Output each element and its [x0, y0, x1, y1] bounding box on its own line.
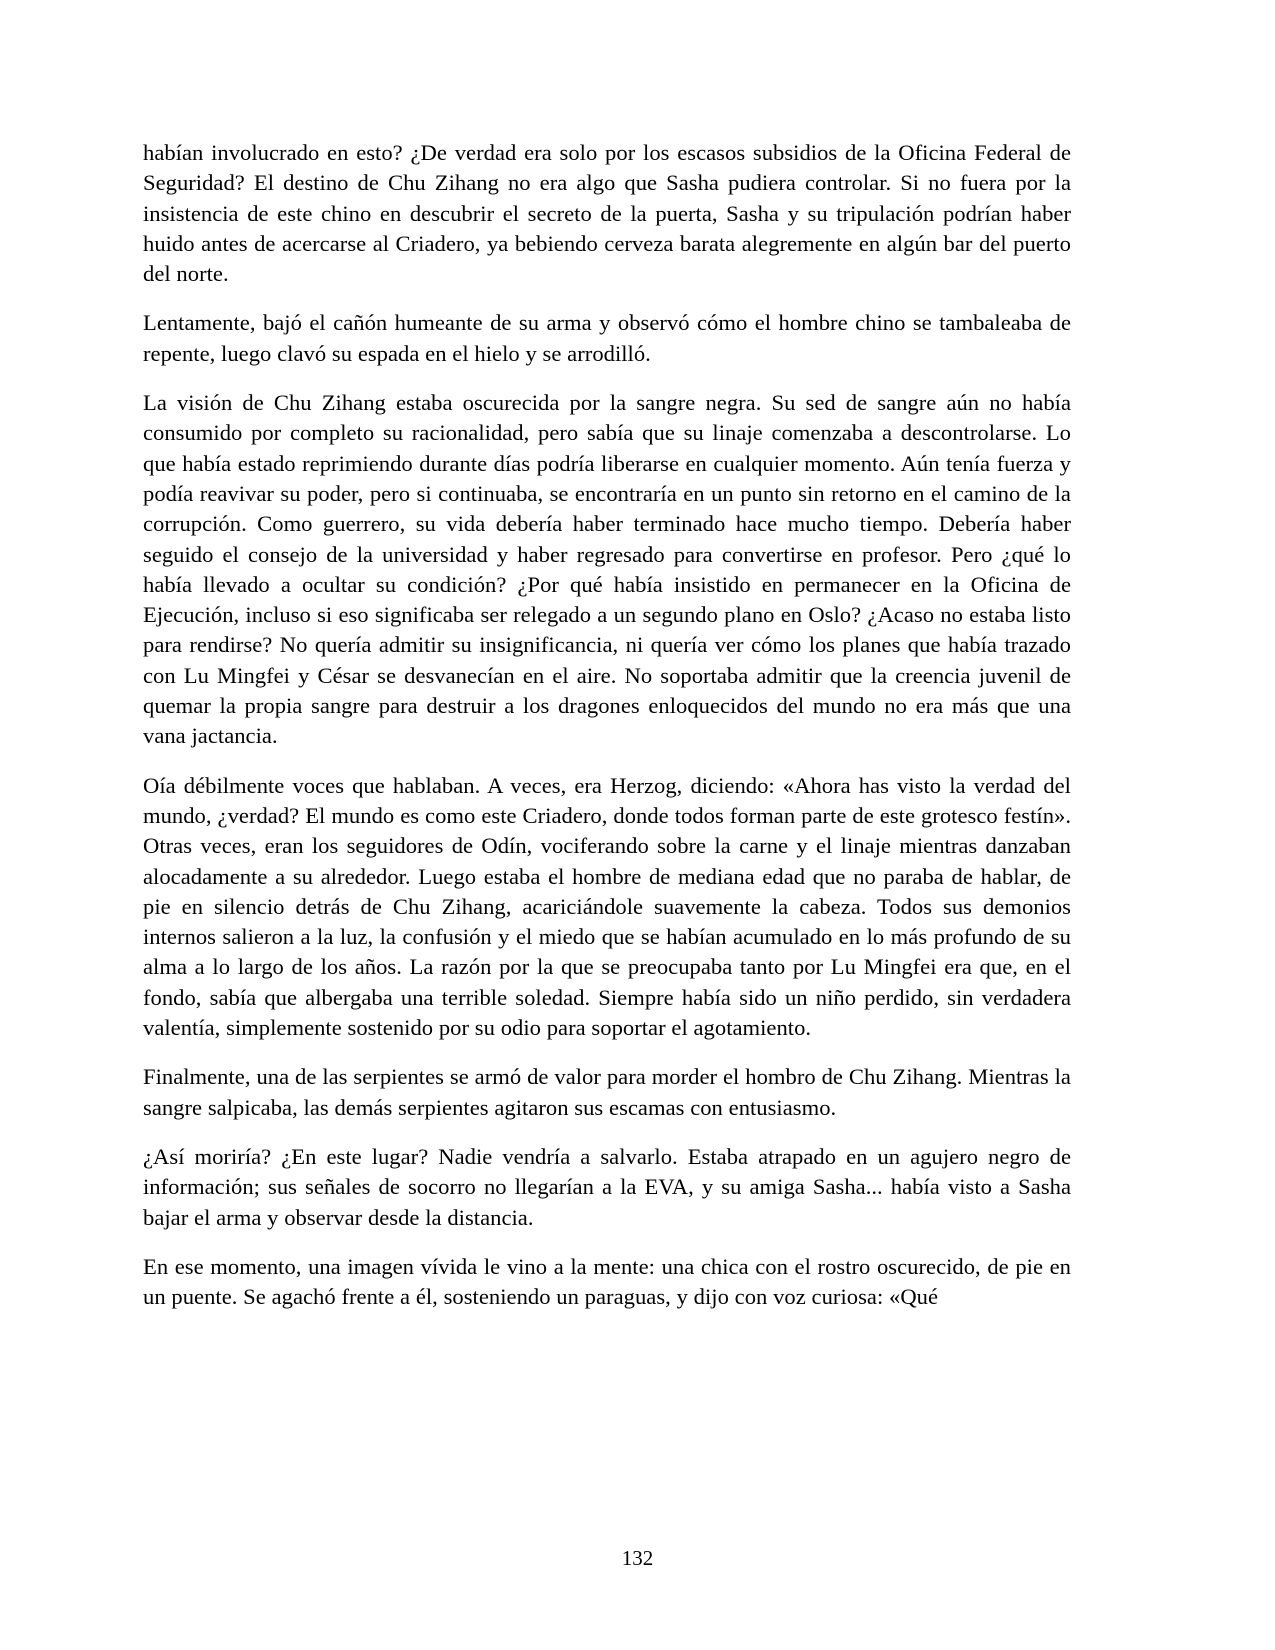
- paragraph-6: ¿Así moriría? ¿En este lugar? Nadie vendría a salvarlo. Estaba atrapado en un agujero negro de información; sus señales de socorro no llegarían a la EVA, y su amiga Sasha... había visto a Sasha bajar el arma y observar desde la distancia.: [143, 1143, 1071, 1230]
- paragraph-4: Oía débilmente voces que hablaban. A veces, era Herzog, diciendo: «Ahora has visto la verdad del mundo, ¿verdad? El mundo es como este Criadero, donde todos forman parte de este grotesco festín». Otras veces, eran los seguidores de Odín, vociferando sobre la carne y el linaje mientras danzaban alocadamente a su alrededor. Luego estaba el hombre de mediana edad que no paraba de hablar, de pie en silencio detrás de Chu Zihang, acariciándole suavemente la cabeza. Todos sus demonios internos salieron a la luz, la confusión y el miedo que se habían acumulado en lo más profundo de su alma a lo largo de los años. La razón por la que se preocupaba tanto por Lu Mingfei era que, en el fondo, sabía que albergaba una terrible soledad. Siempre había sido un niño perdido, sin verdadera valentía, simplemente sostenido por su odio para soportar el agotamiento.: [143, 772, 1071, 1041]
- paragraph-7: En ese momento, una imagen vívida le vino a la mente: una chica con el rostro oscurecido, de pie en un puente. Se agachó frente a él, sosteniendo un paraguas, y dijo con voz curiosa: «Qué: [143, 1253, 1071, 1310]
- paragraph-3: La visión de Chu Zihang estaba oscurecida por la sangre negra. Su sed de sangre aún no había consumido por completo su racionalidad, pero sabía que su linaje comenzaba a descontrolarse. Lo que había estado reprimiendo durante días podría liberarse en cualquier momento. Aún tenía fuerza y podía reavivar su poder, pero si continuaba, se encontraría en un punto sin retorno en el camino de la corrupción. Como guerrero, su vida debería haber terminado hace mucho tiempo. Debería haber seguido el consejo de la universidad y haber regresado para convertirse en profesor. Pero ¿qué lo había llevado a ocultar su condición? ¿Por qué había insistido en permanecer en la Oficina de Ejecución, incluso si eso significaba ser relegado a un segundo plano en Oslo? ¿Acaso no estaba listo para rendirse? No quería admitir su insignificancia, ni quería ver cómo los planes que había trazado con Lu Mingfei y César se desvanecían en el aire. No soportaba admitir que la creencia juvenil de quemar la propia sangre para destruir a los dragones enloquecidos del mundo no era más que una vana jactancia.: [143, 390, 1071, 749]
- paragraph-2: Lentamente, bajó el cañón humeante de su arma y observó cómo el hombre chino se tambaleaba de repente, luego clavó su espada en el hielo y se arrodilló.: [143, 310, 1071, 366]
- page-body-text: [143, 138, 1071, 1312]
- page-number: 132: [621, 1546, 654, 1570]
- paragraph-5: Finalmente, una de las serpientes se armó de valor para morder el hombro de Chu Zihang. Mientras la sangre salpicaba, las demás serpientes agitaron sus escamas con entusiasmo.: [143, 1064, 1071, 1120]
- paragraph-1: habían involucrado en esto? ¿De verdad era solo por los escasos subsidios de la Oficina Federal de Seguridad? El destino de Chu Zihang no era algo que Sasha pudiera controlar. Si no fuera por la insistencia de este chino en descubrir el secreto de la puerta, Sasha y su tripulación podrían haber huido antes de acercarse al Criadero, ya bebiendo cerveza barata alegremente en algún bar del puerto del norte.: [143, 140, 1071, 287]
